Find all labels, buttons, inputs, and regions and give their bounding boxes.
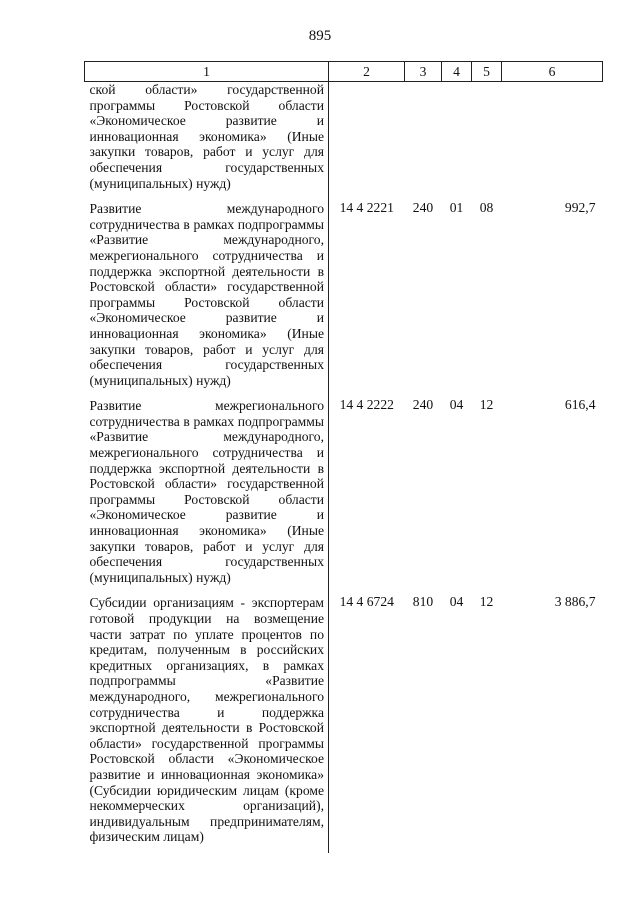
header-col-6: 6 bbox=[502, 62, 603, 82]
row-vr: 240 bbox=[412, 200, 434, 216]
row-description: ской области» государственной программы Ростовской области «Экономическое развитие и инновационная экономика» (Иные закупки товаров, работ и услуг для обеспечения государственных (муниципальных) нужд) bbox=[85, 82, 329, 200]
row-pr bbox=[472, 82, 502, 200]
row-vr: 810 bbox=[412, 594, 434, 610]
row-amount bbox=[502, 82, 603, 200]
row-rz bbox=[442, 82, 472, 200]
table-row bbox=[85, 199, 603, 396]
header-row bbox=[85, 62, 603, 82]
table-row bbox=[85, 593, 603, 853]
row-code: 14 4 2222 bbox=[339, 397, 394, 413]
header-col-4: 4 bbox=[442, 62, 472, 82]
budget-table bbox=[84, 61, 603, 853]
row-pr: 08 bbox=[479, 200, 494, 216]
header-col-2: 2 bbox=[329, 62, 405, 82]
row-code: 14 4 2221 bbox=[339, 200, 394, 216]
row-code: 14 4 6724 bbox=[339, 594, 394, 610]
header-col-1: 1 bbox=[85, 62, 329, 82]
row-vr bbox=[405, 82, 442, 200]
row-rz: 01 bbox=[449, 200, 464, 216]
row-pr: 12 bbox=[479, 397, 494, 413]
row-description: Субсидии организациям - экспортерам готовой продукции на возмещение части затрат по уплате процентов по кредитам, полученным в российских кредитных организациях, в рамках подпрограммы «Развитие международного, межрегионального сотрудничества и поддержка экспортной деятельности в Ростовской области» государственной программы Ростовской области «Экономическое развитие и инновационная экономика» (Субсидии юридическим лицам (кроме некоммерческих организаций), индивидуальным предпринимателям, физическим лицам) bbox=[85, 593, 329, 853]
row-rz: 04 bbox=[449, 397, 464, 413]
row-pr: 12 bbox=[479, 594, 494, 610]
row-vr: 240 bbox=[412, 397, 434, 413]
row-code bbox=[329, 82, 405, 200]
row-rz: 04 bbox=[449, 594, 464, 610]
table-row bbox=[85, 82, 603, 200]
header-col-3: 3 bbox=[405, 62, 442, 82]
row-amount: 3 886,7 bbox=[554, 594, 596, 610]
table-body bbox=[85, 82, 603, 853]
row-description: Развитие международного сотрудничества в рамках подпрограммы «Развитие международного, межрегионального сотрудничества и поддержка экспортной деятельности в Ростовской области» государственной программы Ростовской области «Экономическое развитие и инновационная экономика» (Иные закупки товаров, работ и услуг для обеспечения государственных (муниципальных) нужд) bbox=[85, 199, 329, 396]
table-header bbox=[85, 62, 603, 82]
row-amount: 616,4 bbox=[564, 397, 596, 413]
header-col-5: 5 bbox=[472, 62, 502, 82]
table-row bbox=[85, 396, 603, 593]
page-number: 895 bbox=[308, 28, 332, 44]
row-description: Развитие межрегионального сотрудничества в рамках подпрограммы «Развитие международного, межрегионального сотрудничества и поддержка экспортной деятельности в Ростовской области» государственной программы Ростовской области «Экономическое развитие и инновационная экономика» (Иные закупки товаров, работ и услуг для обеспечения государственных (муниципальных) нужд) bbox=[85, 396, 329, 593]
row-amount: 992,7 bbox=[564, 200, 596, 216]
